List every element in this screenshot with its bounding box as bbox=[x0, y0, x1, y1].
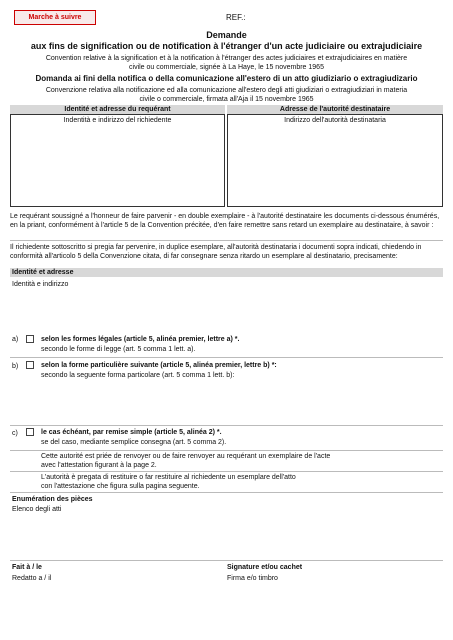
signature-label: Signature et/ou cachet bbox=[227, 564, 303, 571]
identity-field[interactable] bbox=[10, 290, 443, 330]
return-note-fr-1: Cette autorité est priée de renvoyer ou de faire renvoyer au requérant un exemplaire de l'acte bbox=[41, 453, 331, 460]
authority-box[interactable] bbox=[227, 114, 443, 207]
authority-sub-label: Indirizzo dell'autorità destinataria bbox=[284, 117, 386, 124]
divider bbox=[10, 357, 443, 358]
option-b-checkbox[interactable] bbox=[26, 361, 34, 369]
request-text-it: Il richiedente sottoscritto si pregia far pervenire, in duplice esemplare, all'autorità destinataria i documenti sopra indicati, chiedendo in conformità all'articolo 5 della Convenzione citata, di far consegnare senza ritardo un esemplare al destinatario, precisamente: bbox=[10, 244, 422, 260]
option-c-it: se del caso, mediante semplice consegna (art. 5 comma 2). bbox=[41, 439, 227, 446]
divider bbox=[10, 560, 443, 561]
option-b-it: secondo la seguente forma particolare (art. 5 comma 1 lett. b): bbox=[41, 372, 235, 379]
return-note-fr-2: avec l'attestation figurant à la page 2. bbox=[41, 462, 157, 469]
authority-header: Adresse de l'autorité destinataire bbox=[227, 105, 443, 114]
option-a-it: secondo le forme di legge (art. 5 comma 1 lett. a). bbox=[41, 346, 196, 353]
option-a-fr: selon les formes légales (article 5, alinéa premier, lettre a) *. bbox=[41, 336, 240, 343]
signature-field[interactable] bbox=[227, 584, 443, 614]
convention-it: Convenzione relativa alla notificazione ed alla comunicazione all'estero degli atti giudiziari o extragiudiziari in materia civile o commerciale, firmata all'Aja il 15 novembre 1965 bbox=[45, 87, 408, 103]
option-b-field[interactable] bbox=[41, 383, 441, 423]
documents-sub-label: Elenco degli atti bbox=[12, 506, 62, 513]
requester-box[interactable] bbox=[10, 114, 225, 207]
divider bbox=[10, 471, 443, 472]
return-note-it-2: con l'attestazione che figura sulla pagina seguente. bbox=[41, 483, 200, 490]
divider bbox=[10, 492, 443, 493]
documents-header: Enumération des pièces bbox=[12, 496, 93, 503]
documents-field[interactable] bbox=[10, 516, 443, 556]
document-title bbox=[10, 30, 443, 52]
title-fr-line2: aux fins de signification ou de notification à l'étranger d'un acte judiciaire ou extrajudiciaire bbox=[30, 41, 423, 51]
return-note-it-1: L'autorità è pregata di restituire o far restituire al richiedente un esemplare dell'atto bbox=[41, 474, 296, 481]
option-c-fr: le cas échéant, par remise simple (article 5, alinéa 2) *. bbox=[41, 429, 222, 436]
identity-sub-label: Identità e indirizzo bbox=[12, 281, 69, 288]
divider bbox=[10, 240, 443, 241]
title-fr-line1: Demande bbox=[206, 30, 247, 40]
place-date-sub-label: Redatto a / il bbox=[12, 575, 52, 582]
requester-sub-label: Indentità e indirizzo del richiedente bbox=[63, 117, 172, 124]
follow-procedure-button[interactable]: Marche à suivre bbox=[14, 10, 96, 25]
option-c-letter: c) bbox=[12, 430, 18, 437]
signature-sub-label: Firma e/o timbro bbox=[227, 575, 278, 582]
place-date-field[interactable] bbox=[10, 584, 225, 614]
requester-header: Identité et adresse du requérant bbox=[10, 105, 225, 114]
divider bbox=[10, 425, 443, 426]
convention-fr: Convention relative à la signification et à la notification à l'étranger des actes judiciaires et extrajudiciaires en matière civile ou commerciale, signée à La Haye, le 15 novembre 1965 bbox=[45, 55, 408, 71]
request-text-fr: Le requérant soussigné a l'honneur de faire parvenir - en double exemplaire - à l'autorité destinataire les documents ci-dessous énumérés, en la priant, conformément à l'article 5 de la Convention précitée, d'en faire remettre sans retard un exemplaire au destinataire, à savoir : bbox=[10, 213, 440, 229]
divider bbox=[10, 450, 443, 451]
option-a-checkbox[interactable] bbox=[26, 335, 34, 343]
option-a-letter: a) bbox=[12, 336, 19, 343]
option-b-letter: b) bbox=[12, 363, 19, 370]
option-b-fr: selon la forme particulière suivante (article 5, alinéa premier, lettre b) *: bbox=[41, 362, 277, 369]
identity-header: Identité et adresse bbox=[10, 268, 443, 277]
title-it: Domanda ai fini della notifica o della comunicazione all'estero di un atto giudiziario o extragiudizario bbox=[35, 74, 418, 83]
place-date-label: Fait à / le bbox=[12, 564, 42, 571]
option-c-checkbox[interactable] bbox=[26, 428, 34, 436]
ref-label: REF.: bbox=[226, 13, 246, 22]
